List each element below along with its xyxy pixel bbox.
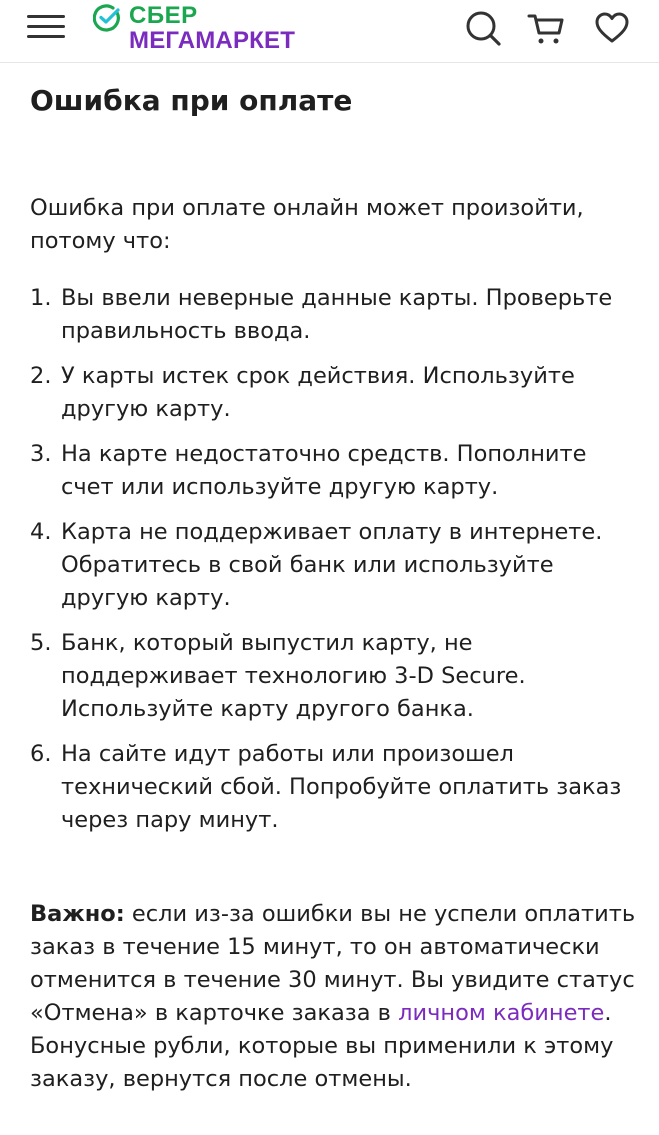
heart-icon[interactable] <box>592 8 632 48</box>
list-item-text: На карте недостаточно средств. Пополните счет или используйте другую карту. <box>61 441 587 500</box>
search-icon[interactable] <box>462 8 502 48</box>
menu-icon[interactable] <box>27 13 67 43</box>
important-text-before: если из-за ошибки вы не успели оплатить заказ в течение 15 минут, то он автоматически отменится в течение 30 минут. Вы увидите статус «Отмена» в карточке заказа в <box>30 901 636 1026</box>
important-text-after: . Бонусные рубли, которые вы применили к этому заказу, вернутся после отмены. <box>30 1000 614 1092</box>
page-title: Ошибка при оплате <box>30 84 353 117</box>
list-item <box>30 360 642 426</box>
logo[interactable] <box>93 2 333 54</box>
list-item-number: 5. <box>30 630 52 656</box>
list-item-number: 1. <box>30 285 52 311</box>
list-item <box>30 738 642 837</box>
list-item <box>30 516 642 615</box>
list-item-number: 4. <box>30 519 52 545</box>
list-item-text: Банк, который выпустил карту, не поддерживает технологию 3-D Secure. Используйте карту другого банка. <box>61 630 526 722</box>
personal-account-link[interactable]: личном кабинете <box>398 1000 605 1026</box>
logo-text-top: СБЕР <box>129 2 198 29</box>
cart-icon[interactable] <box>526 8 566 48</box>
top-header <box>0 0 659 63</box>
list-item-number: 6. <box>30 741 52 767</box>
list-item <box>30 282 642 348</box>
list-item-text: На сайте идут работы или произошел технический сбой. Попробуйте оплатить заказ через пару минут. <box>61 741 622 833</box>
sber-logo-icon <box>93 4 121 32</box>
list-item-text: Вы ввели неверные данные карты. Проверьте правильность ввода. <box>61 285 613 344</box>
important-note <box>30 898 645 1096</box>
list-item <box>30 627 642 726</box>
list-item-number: 2. <box>30 363 52 389</box>
list-item-number: 3. <box>30 441 52 467</box>
list-item-text: Карта не поддерживает оплату в интернете. Обратитесь в свой банк или используйте другую карту. <box>61 519 603 611</box>
list-item-text: У карты истек срок действия. Используйте другую карту. <box>61 363 575 422</box>
intro-text: Ошибка при оплате онлайн может произойти, потому что: <box>30 195 584 254</box>
reasons-list <box>30 282 642 849</box>
list-item <box>30 438 642 504</box>
logo-text-bottom: МЕГАМАРКЕТ <box>129 27 296 54</box>
important-label: Важно: <box>30 901 125 927</box>
